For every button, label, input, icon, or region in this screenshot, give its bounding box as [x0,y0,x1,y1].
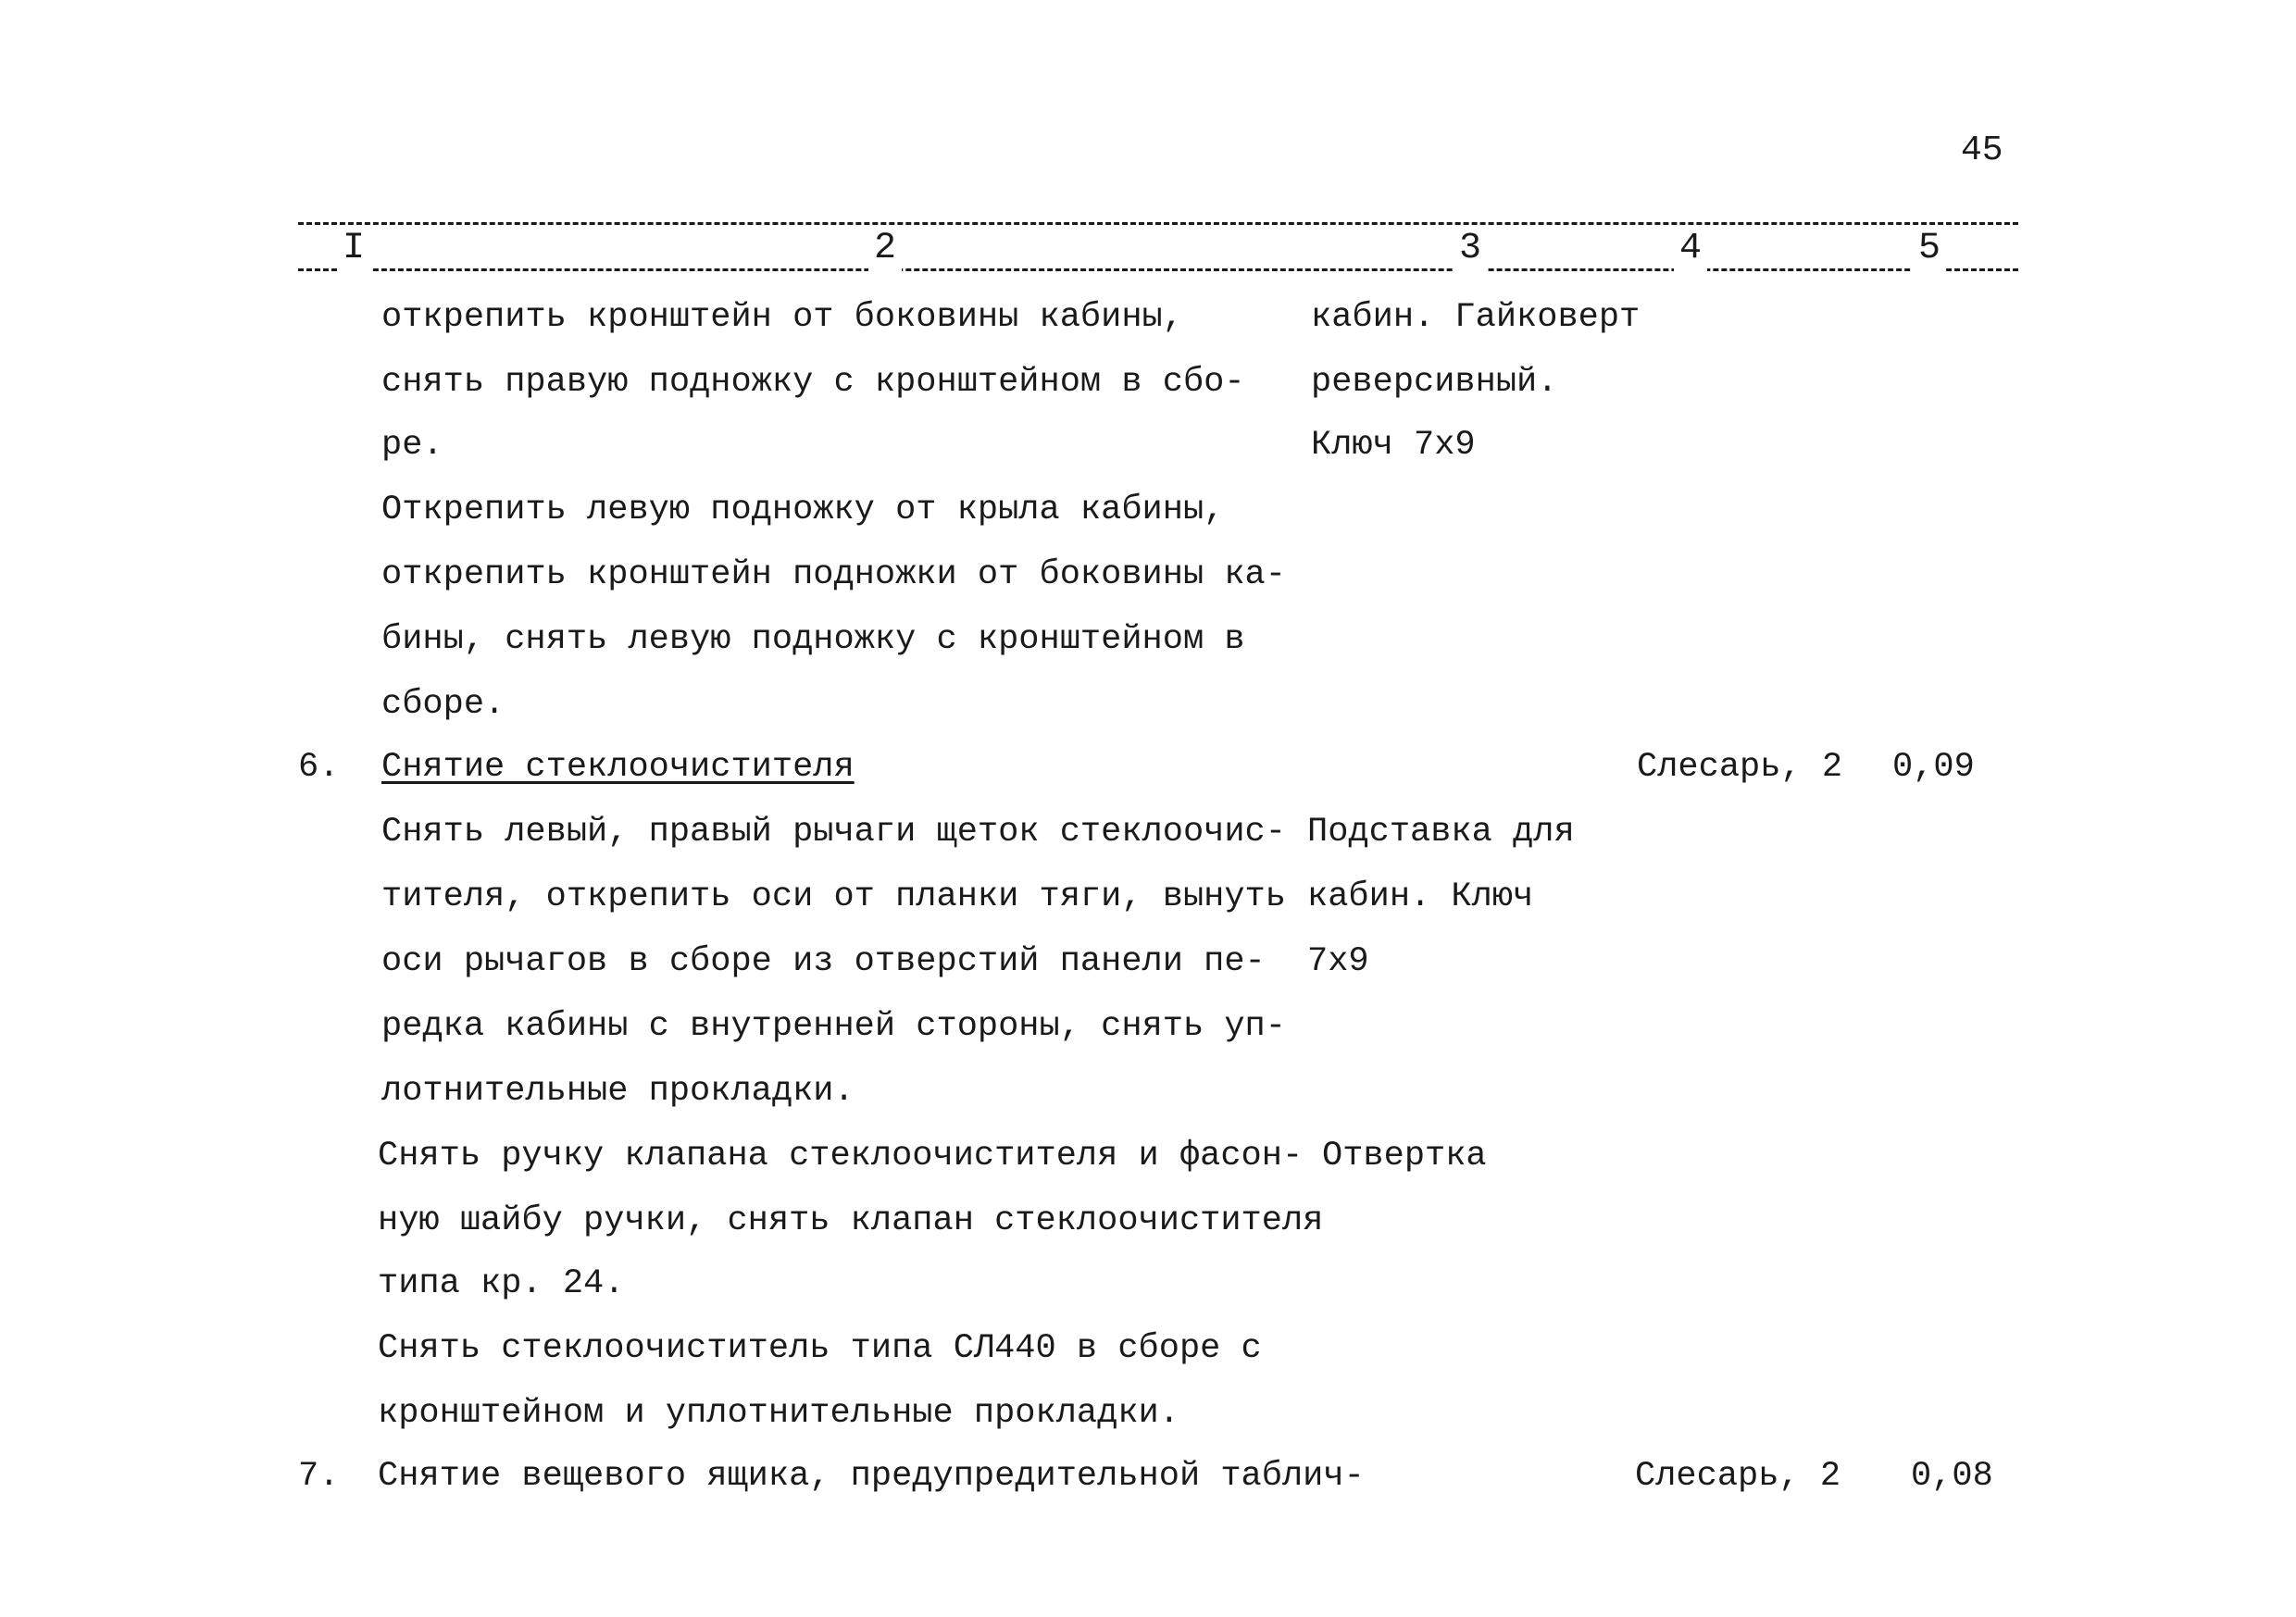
description-line: типа кр. 24. [378,1264,625,1303]
equipment-line: кабин. Ключ [1307,877,1534,916]
equipment-line: Подставка для [1307,813,1575,852]
equipment-line: Ключ 7х9 [1311,426,1476,465]
description-line: оси рычагов в сборе из отверстий панели пе- [381,942,1266,981]
description-line: открепить кронштейн подножки от боковины ка- [381,555,1286,594]
operation-title: Снятие вещевого ящика, предупредительной таблич- [378,1457,1365,1496]
equipment-line: кабин. Гайковерт [1311,298,1641,337]
header-dash-line-bottom [298,268,2018,271]
equipment-line: реверсивный. [1311,363,1558,402]
description-line: открепить кронштейн от боковины кабины, [381,298,1183,337]
description-line: Снять стеклоочиститель типа СЛ440 в сборе с [378,1329,1262,1368]
description-line: редка кабины с внутренней стороны, снять уп- [381,1007,1286,1046]
operation-title: Снятие стеклоочистителя [381,748,855,787]
operation-worker: Слесарь, 2 [1637,748,1843,787]
description-line: ную шайбу ручки, снять клапан стеклоочистителя [378,1201,1324,1240]
description-line: снять правую подножку с кронштейном в сбо- [381,363,1245,402]
equipment-line: Отвертка [1322,1137,1487,1175]
description-line: кронштейном и уплотнительные прокладки. [378,1394,1179,1433]
page-number: 45 [1961,131,2003,170]
operation-number: 7. [298,1457,340,1496]
column-number-3: 3 [1454,226,1487,272]
description-line: сборе. [381,685,505,724]
column-number-1: I [337,226,370,272]
equipment-line: 7х9 [1307,942,1369,981]
operation-time: 0,08 [1911,1457,1993,1496]
operation-worker: Слесарь, 2 [1635,1457,1841,1496]
column-number-4: 4 [1674,226,1707,272]
description-line: ре. [381,426,443,465]
description-line: тителя, открепить оси от планки тяги, вынуть [381,877,1286,916]
description-line: Открепить левую подножку от крыла кабины, [381,491,1225,529]
column-number-5: 5 [1913,226,1946,272]
operation-time: 0,09 [1892,748,1975,787]
description-line: лотнительные прокладки. [381,1072,855,1111]
header-dash-line-top [298,222,2018,225]
description-line: бины, снять левую подножку с кронштейном в [381,620,1245,659]
operation-number: 6. [298,748,340,787]
description-line: Снять ручку клапана стеклоочистителя и фасон- [378,1137,1304,1175]
column-number-2: 2 [868,226,902,272]
description-line: Снять левый, правый рычаги щеток стеклоочис- [381,813,1286,852]
